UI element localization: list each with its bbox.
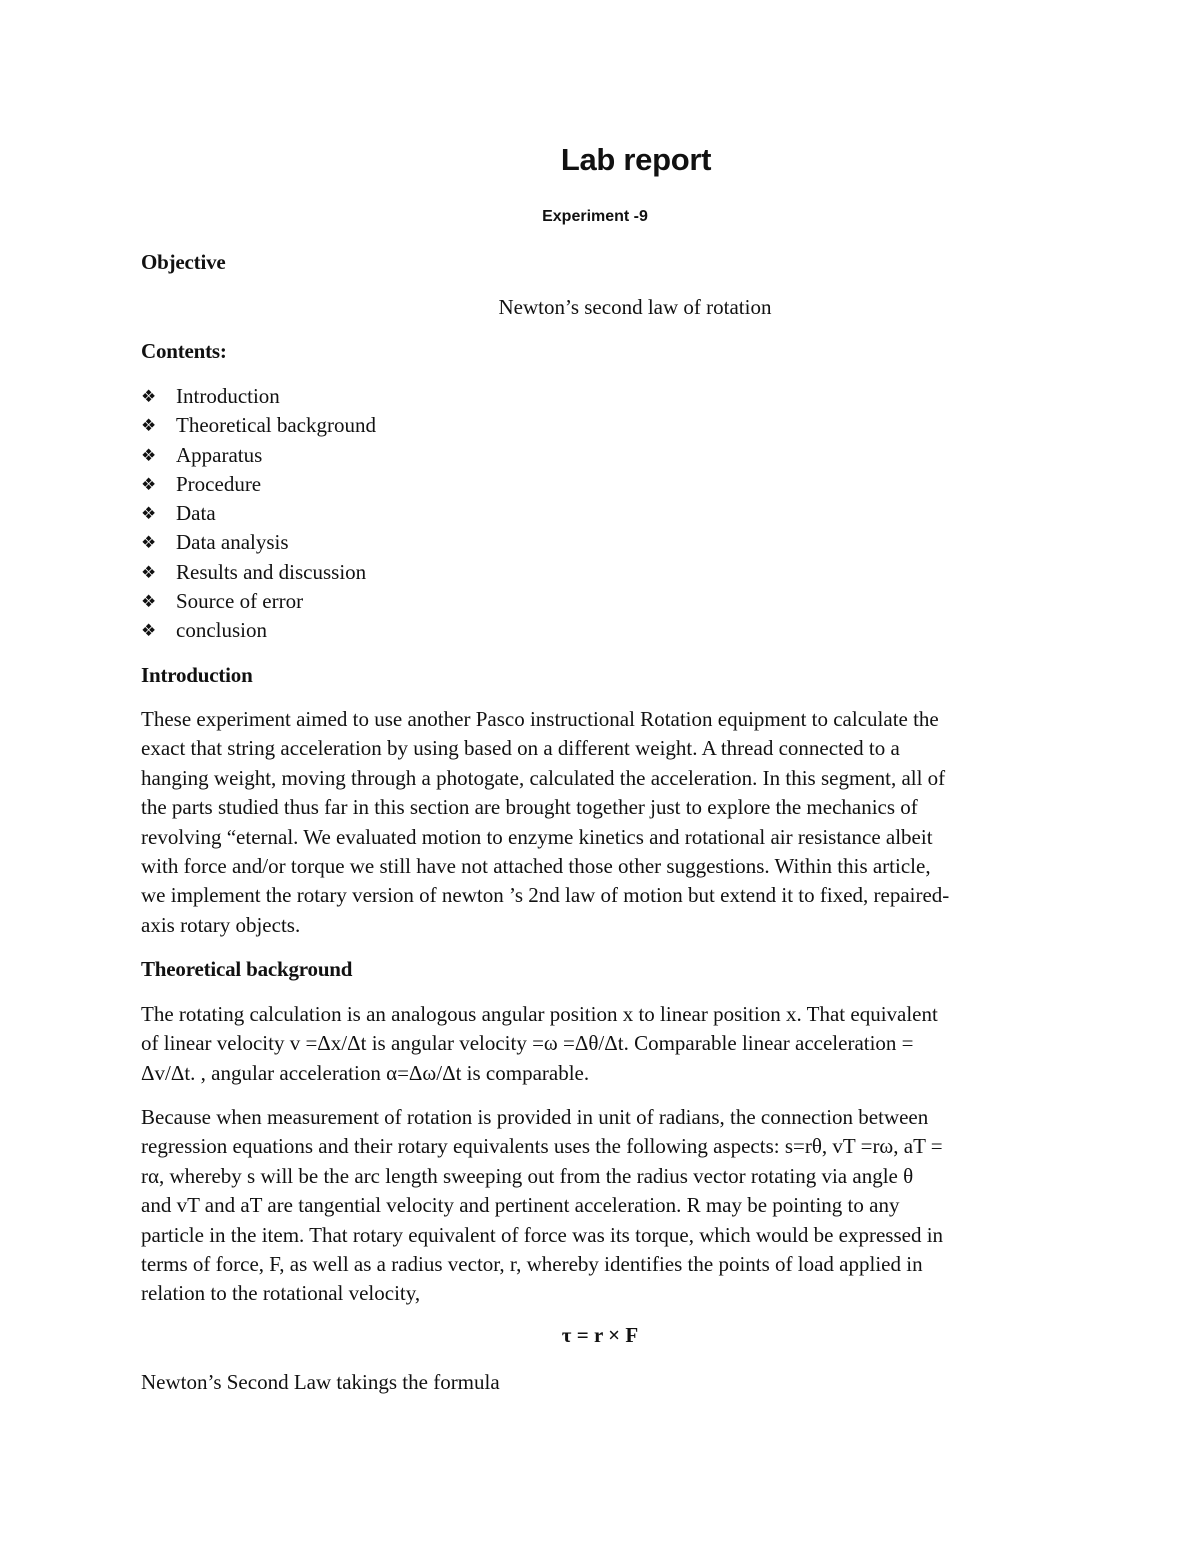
text-line: and vT and aT are tangential velocity and pertinent acceleration. R may be pointing to any <box>141 1193 900 1218</box>
theory-paragraph-1 <box>141 1000 1066 1088</box>
introduction-heading: Introduction <box>141 663 253 687</box>
diamond-bullet-icon: ❖ <box>141 474 157 494</box>
diamond-bullet-icon: ❖ <box>141 562 157 582</box>
contents-item-label: Introduction <box>176 384 280 408</box>
diamond-bullet-icon: ❖ <box>141 445 157 465</box>
text-line: These experiment aimed to use another Pasco instructional Rotation equipment to calculate the <box>141 707 939 731</box>
text-line: hanging weight, moving through a photogate, calculated the acceleration. In this segment, all of <box>141 765 946 790</box>
contents-item <box>141 470 376 499</box>
text-line: with force and/or torque we still have not attached those other suggestions. Within this article, <box>141 854 931 879</box>
diamond-bullet-icon: ❖ <box>141 533 157 553</box>
experiment-number: Experiment -9 <box>542 208 648 225</box>
text-line: regression equations and their rotary equivalents uses the following aspects: s=rθ, vT =rω, aT = <box>141 1134 943 1159</box>
contents-item-label: Apparatus <box>176 442 263 467</box>
diamond-bullet-icon: ❖ <box>141 592 157 612</box>
contents-item-label: Theoretical background <box>176 413 376 438</box>
contents-item-label: Source of error <box>176 589 304 614</box>
text-line: revolving “eternal. We evaluated motion to enzyme kinetics and rotational air resistance albeit <box>141 824 933 849</box>
theory-paragraph-2 <box>141 1103 1066 1309</box>
text-line: rα, whereby s will be the arc length sweeping out from the radius vector rotating via angle θ <box>141 1163 914 1188</box>
contents-item-label: Data <box>176 501 216 526</box>
text-line: Because when measurement of rotation is provided in unit of radians, the connection between <box>141 1105 929 1129</box>
text-line: of linear velocity v =Δx/Δt is angular velocity =ω =Δθ/Δt. Comparable linear acceleration = <box>141 1031 914 1056</box>
text-line: exact that string acceleration by using based on a different weight. A thread connected to a <box>141 736 900 761</box>
contents-item <box>141 411 376 440</box>
text-line: particle in the item. That rotary equivalent of force was its torque, which would be expressed in <box>141 1222 944 1247</box>
contents-item-label: Data analysis <box>176 530 289 555</box>
contents-item-label: conclusion <box>176 618 267 643</box>
contents-heading: Contents: <box>141 339 227 363</box>
diamond-bullet-icon: ❖ <box>141 416 157 436</box>
objective-text: Newton’s second law of rotation <box>498 295 772 319</box>
document-title: Lab report <box>560 142 712 177</box>
text-line: the parts studied thus far in this section are brought together just to explore the mechanics of <box>141 795 918 820</box>
diamond-bullet-icon: ❖ <box>141 621 157 641</box>
text-line: Δv/Δt. , angular acceleration α=Δω/Δt is comparable. <box>141 1060 590 1085</box>
theory-heading: Theoretical background <box>141 957 353 981</box>
introduction-paragraph <box>141 705 1066 940</box>
torque-equation: τ = r × F <box>561 1323 639 1347</box>
text-line: we implement the rotary version of newton ’s 2nd law of motion but extend it to fixed, repaired- <box>141 883 950 908</box>
objective-heading: Objective <box>141 250 226 274</box>
diamond-bullet-icon: ❖ <box>141 387 157 406</box>
contents-item <box>141 499 376 528</box>
text-line: axis rotary objects. <box>141 912 301 937</box>
diamond-bullet-icon: ❖ <box>141 504 157 524</box>
contents-item-label: Results and discussion <box>176 559 367 584</box>
text-line: The rotating calculation is an analogous angular position x to linear position x. That equivalent <box>141 1002 938 1026</box>
theory-closing-line: Newton’s Second Law takings the formula <box>141 1370 500 1394</box>
text-line: relation to the rotational velocity, <box>141 1281 421 1306</box>
contents-item <box>141 441 376 470</box>
contents-item <box>141 528 376 557</box>
contents-item <box>141 382 376 411</box>
text-line: terms of force, F, as well as a radius vector, r, whereby identifies the points of load applied in <box>141 1252 923 1277</box>
contents-item-label: Procedure <box>176 471 262 496</box>
contents-item <box>141 558 376 587</box>
contents-item <box>141 587 376 616</box>
contents-item <box>141 616 376 645</box>
contents-list <box>141 382 376 646</box>
